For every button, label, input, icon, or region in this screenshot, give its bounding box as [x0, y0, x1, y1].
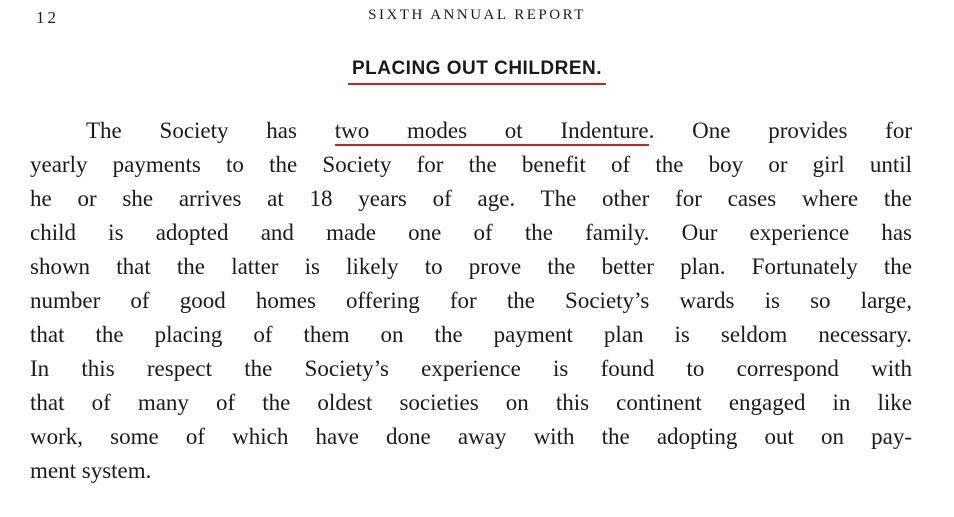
paragraph-line-2: yearly payments to the Society for the benefit of the boy or girl until: [30, 152, 912, 177]
line-1-tail: . One provides for: [648, 118, 912, 143]
paragraph-line-6: number of good homes offering for the Society’s wards is so large,: [30, 288, 912, 313]
paragraph-line-7: that the placing of them on the payment plan is seldom necessary.: [30, 322, 912, 347]
underlined-phrase: two modes ot Indenture: [335, 118, 649, 146]
paragraph-line-11: ment system.: [30, 458, 152, 483]
paragraph-line-5: shown that the latter is likely to prove the better plan. Fortunately the: [30, 254, 912, 279]
section-heading: PLACING OUT CHILDREN.: [348, 58, 606, 85]
paragraph-line-8: In this respect the Society’s experience is found to correspond with: [30, 356, 912, 381]
paragraph-line-3: he or she arrives at 18 years of age. The other for cases where the: [30, 186, 912, 211]
paragraph-line-10: work, some of which have done away with the adopting out on pay-: [30, 424, 912, 449]
page-number: 12: [36, 8, 59, 27]
section-heading-container: [0, 58, 954, 85]
paragraph-line-9: that of many of the oldest societies on this continent engaged in like: [30, 390, 912, 415]
running-head: SIXTH ANNUAL REPORT: [368, 7, 586, 23]
line-1-lead: The Society has: [86, 118, 335, 143]
paragraph-line-4: child is adopted and made one of the family. Our experience has: [30, 220, 912, 245]
paragraph-line-1: [30, 114, 912, 148]
body-paragraph: [30, 114, 912, 488]
